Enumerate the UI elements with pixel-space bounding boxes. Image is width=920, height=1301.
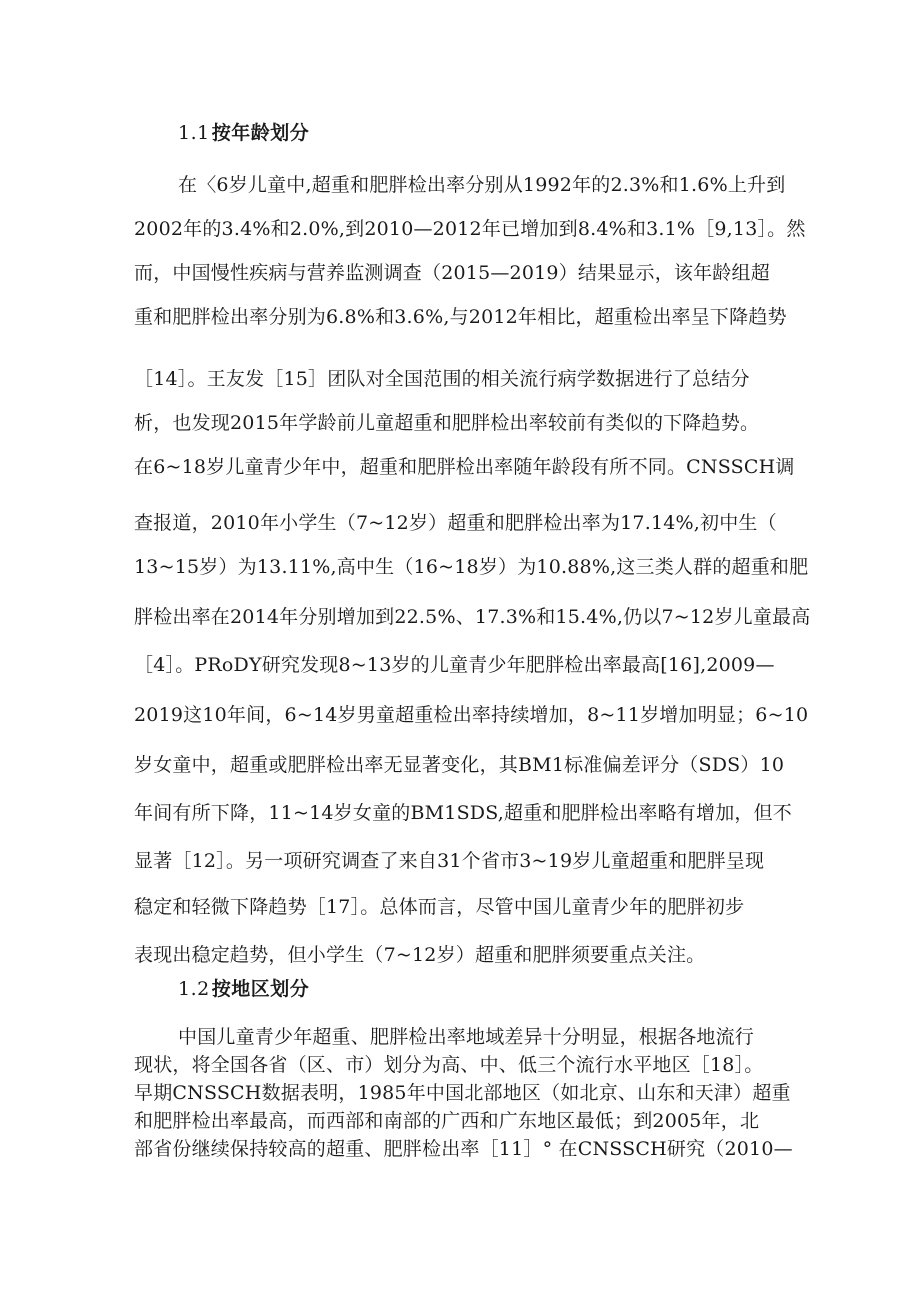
- paragraph-line: 而，中国慢性疾病与营养监测调查（2015—2019）结果显示，该年龄组超: [134, 262, 770, 284]
- paragraph-line: 13~15岁）为13.11%,高中生（16~18岁）为10.88%,这三类人群的超重和肥: [134, 556, 809, 578]
- paragraph-line: 稳定和轻微下降趋势［17］。总体而言，尽管中国儿童青少年的肥胖初步: [134, 896, 745, 918]
- section-heading-1-2: [178, 974, 309, 1001]
- paragraph-line: 在6~18岁儿童青少年中，超重和肥胖检出率随年龄段有所不同。CNSSCH调: [134, 456, 795, 478]
- paragraph-line: 现状，将全国各省（区、市）划分为高、中、低三个流行水平地区［18］。: [134, 1054, 764, 1076]
- paragraph-line: 2019这10年间，6~14岁男童超重检出率持续增加，8~11岁增加明显；6~10: [134, 704, 809, 726]
- paragraph-line: 显著［12］。另一项研究调查了来自31个省市3~19岁儿童超重和肥胖呈现: [134, 850, 765, 872]
- paragraph-line: 和肥胖检出率最高，而西部和南部的广西和广东地区最低；到2005年，北: [134, 1110, 760, 1132]
- paragraph-line: ［14］。王友发［15］团队对全国范围的相关流行病学数据进行了总结分: [134, 368, 750, 390]
- paragraph-line: 胖检出率在2014年分别增加到22.5%、17.3%和15.4%,仍以7~12岁儿童最高: [134, 606, 811, 628]
- heading-number: 1.2: [178, 978, 210, 1000]
- paragraph-line: 析，也发现2015年学龄前儿童超重和肥胖检出率较前有类似的下降趋势。: [134, 412, 760, 434]
- paragraph-line: 岁女童中，超重或肥胖检出率无显著变化，其BM1标准偏差评分（SDS）10: [134, 754, 785, 776]
- paragraph-line: 2002年的3.4%和2.0%,到2010—2012年已增加到8.4%和3.1%［9,13］。然: [134, 218, 806, 240]
- paragraph-line: 中国儿童青少年超重、肥胖检出率地域差异十分明显，根据各地流行: [178, 1026, 755, 1048]
- paragraph-line: 部省份继续保持较高的超重、肥胖检出率［11］° 在CNSSCH研究（2010—: [134, 1138, 793, 1160]
- paragraph-line: 在〈6岁儿童中,超重和肥胖检出率分别从1992年的2.3%和1.6%上升到: [178, 174, 786, 196]
- paragraph-line: 表现出稳定趋势，但小学生（7~12岁）超重和肥胖须要重点关注。: [134, 944, 706, 966]
- paragraph-line: ［4］。PRoDY研究发现8~13岁的儿童青少年肥胖检出率最高[16],2009—: [134, 654, 775, 676]
- paragraph-line: 年间有所下降，11~14岁女童的BM1SDS,超重和肥胖检出率略有增加，但不: [134, 802, 793, 824]
- paragraph-line: 早期CNSSCH数据表明，1985年中国北部地区（如北京、山东和天津）超重: [134, 1082, 791, 1104]
- heading-text: 按地区划分: [211, 978, 310, 1000]
- paragraph-line: 重和肥胖检出率分别为6.8%和3.6%,与2012年相比，超重检出率呈下降趋势: [134, 306, 787, 328]
- section-heading-1-1: [178, 118, 309, 145]
- paragraph-line: 查报道，2010年小学生（7~12岁）超重和肥胖检出率为17.14%,初中生（: [134, 512, 777, 534]
- heading-text: 按年龄划分: [211, 122, 310, 144]
- heading-number: 1.1: [178, 122, 210, 144]
